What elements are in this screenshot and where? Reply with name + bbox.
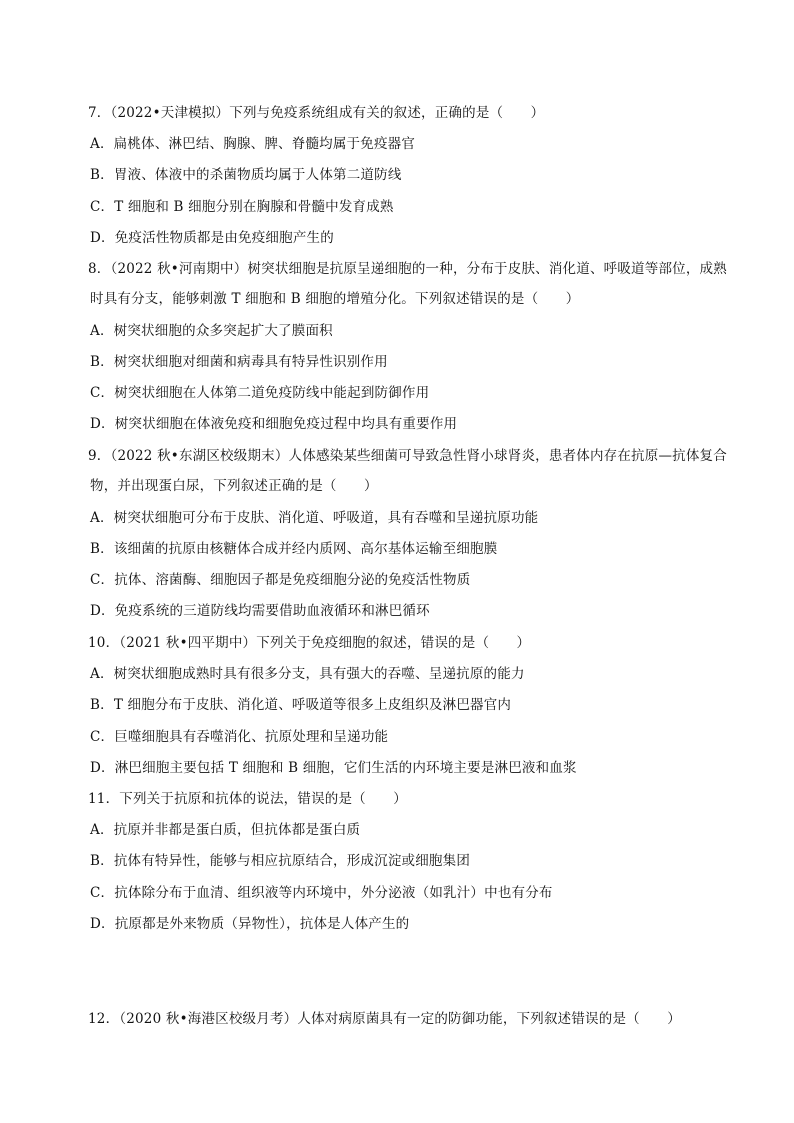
question-7-option-a: A．扁桃体、淋巴结、胸腺、脾、脊髓均属于免疫器官 <box>90 136 416 152</box>
question-8-stem: 8．（2022 秋•河南期中）树突状细胞是抗原呈递细胞的一种，分布于皮肤、消化道、呼吸道等部位，成熟 <box>88 261 727 277</box>
question-9-option-a: A．树突状细胞可分布于皮肤、消化道、呼吸道，具有吞噬和呈递抗原功能 <box>90 510 539 526</box>
question-8-stem-continued: 时具有分支，能够刺激 T 细胞和 B 细胞的增殖分化。下列叙述错误的是（ ） <box>90 291 580 307</box>
question-7-option-b: B．胃液、体液中的杀菌物质均属于人体第二道防线 <box>90 167 402 183</box>
question-7-option-d: D．免疫活性物质都是由免疫细胞产生的 <box>90 230 334 246</box>
question-8-option-d: D．树突状细胞在体液免疫和细胞免疫过程中均具有重要作用 <box>90 416 458 432</box>
question-10-stem: 10．（2021 秋•四平期中）下列关于免疫细胞的叙述，错误的是（ ） <box>88 635 531 651</box>
question-10-option-d: D．淋巴细胞主要包括 T 细胞和 B 细胞，它们生活的内环境主要是淋巴液和血浆 <box>90 760 577 776</box>
question-11-option-a: A．抗原并非都是蛋白质，但抗体都是蛋白质 <box>90 822 361 838</box>
question-8-option-c: C．树突状细胞在人体第二道免疫防线中能起到防御作用 <box>90 385 430 401</box>
question-10-option-b: B．T 细胞分布于皮肤、消化道、呼吸道等很多上皮组织及淋巴器官内 <box>90 697 512 713</box>
question-11-option-d: D．抗原都是外来物质（异物性），抗体是人体产生的 <box>90 916 410 932</box>
question-11-option-c: C．抗体除分布于血清、组织液等内环境中，外分泌液（如乳汁）中也有分布 <box>90 885 553 901</box>
question-9-option-d: D．免疫系统的三道防线均需要借助血液循环和淋巴循环 <box>90 603 430 619</box>
question-7-stem: 7．（2022•天津模拟）下列与免疫系统组成有关的叙述，正确的是（ ） <box>88 105 545 121</box>
question-9-stem-continued: 物，并出现蛋白尿，下列叙述正确的是（ ） <box>90 478 378 494</box>
question-8-option-a: A．树突状细胞的众多突起扩大了膜面积 <box>90 323 333 339</box>
question-10-option-a: A．树突状细胞成熟时具有很多分支，具有强大的吞噬、呈递抗原的能力 <box>90 666 525 682</box>
question-7-option-c: C．T 细胞和 B 细胞分别在胸腺和骨髓中发育成熟 <box>90 199 394 215</box>
question-8-option-b: B．树突状细胞对细菌和病毒具有特异性识别作用 <box>90 354 388 370</box>
question-11-stem: 11．下列关于抗原和抗体的说法，错误的是（ ） <box>88 791 407 807</box>
question-11-option-b: B．抗体有特异性，能够与相应抗原结合，形成沉淀或细胞集团 <box>90 853 471 869</box>
question-9-stem: 9．（2022 秋•东湖区校级期末）人体感染某些细菌可导致急性肾小球肾炎，患者体内存在抗原—抗体复合 <box>88 448 727 464</box>
question-12-stem: 12．（2020 秋•海港区校级月考）人体对病原菌具有一定的防御功能，下列叙述错误的是（ ） <box>88 1011 681 1027</box>
question-9-option-c: C．抗体、溶菌酶、细胞因子都是免疫细胞分泌的免疫活性物质 <box>90 572 471 588</box>
question-9-option-b: B．该细菌的抗原由核糖体合成并经内质网、高尔基体运输至细胞膜 <box>90 541 498 557</box>
question-10-option-c: C．巨噬细胞具有吞噬消化、抗原处理和呈递功能 <box>90 729 389 745</box>
